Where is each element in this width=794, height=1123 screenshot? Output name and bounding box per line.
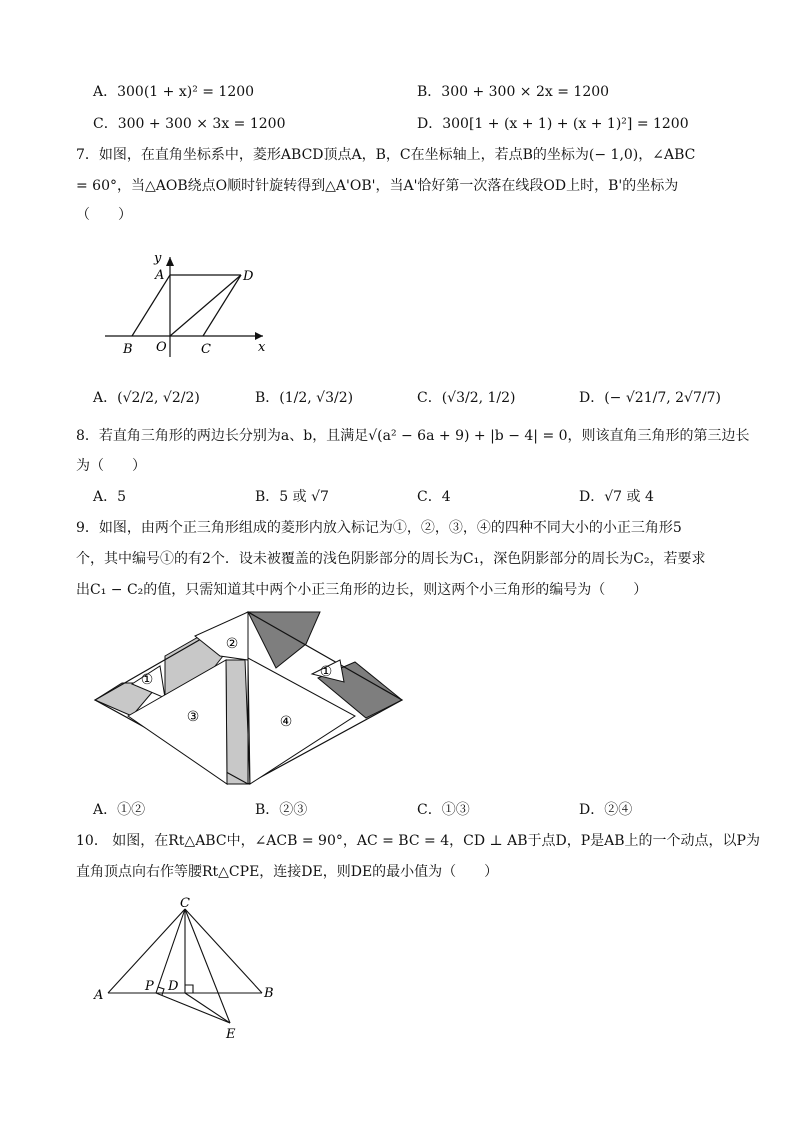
- label-d: D: [243, 269, 254, 284]
- segment-ce: [185, 909, 230, 1023]
- light-shade-middle: [226, 660, 250, 784]
- label-y: y: [154, 251, 162, 266]
- q6-option-c[interactable]: C．300 + 300 × 3x = 1200: [93, 116, 286, 132]
- label-1-left: ①: [140, 672, 154, 688]
- q10-text-line2: 直角顶点向右作等腰Rt△CPE，连接DE，则DE的最小值为（ ）: [76, 864, 499, 880]
- q7-option-a[interactable]: A．(√2/2, √2/2): [93, 390, 200, 406]
- segment-bc: [185, 909, 262, 993]
- q9-rhombus-figure: [90, 608, 410, 790]
- q9-text-line1: 9．如图，由两个正三角形组成的菱形内放入标记为①，②，③，④的四种不同大小的小正三角形5: [76, 520, 682, 536]
- segment-pe: [156, 993, 230, 1023]
- q8-option-c[interactable]: C．4: [417, 489, 451, 505]
- label-d: D: [168, 979, 179, 994]
- q7-rhombus-figure: [95, 245, 275, 365]
- q7-option-c[interactable]: C．(√3/2, 1/2): [417, 390, 516, 406]
- x-axis-arrow: [255, 332, 263, 340]
- label-b: B: [123, 342, 133, 357]
- label-4: ④: [279, 714, 293, 730]
- q7-option-d[interactable]: D．(− √21/7, 2√7/7): [579, 390, 721, 406]
- q8-option-a[interactable]: A．5: [93, 489, 127, 505]
- segment-od: [170, 275, 241, 336]
- q9-option-c[interactable]: C．①③: [417, 802, 470, 818]
- q7-option-b[interactable]: B．(1/2, √3/2): [255, 390, 354, 406]
- label-a: A: [94, 988, 104, 1003]
- side-ab: [132, 275, 170, 336]
- q7-text-line2: = 60°，当△AOB绕点O顺时针旋转得到△A'OB'，当A'恰好第一次落在线段OD上时，B'的坐标为: [76, 178, 679, 194]
- q8-option-b[interactable]: B．5 或 √7: [255, 489, 329, 505]
- q9-text-line2: 个，其中编号①的有2个．设未被覆盖的浅色阴影部分的周长为C₁，深色阴影部分的周长为C₂，若要求: [76, 551, 706, 567]
- y-axis-arrow: [166, 257, 174, 266]
- q7-text-line3: （ ）: [76, 207, 132, 223]
- q6-option-a[interactable]: A．300(1 + x)² = 1200: [93, 84, 255, 100]
- q9-option-b[interactable]: B．②③: [255, 802, 308, 818]
- q8-text-line1: 8．若直角三角形的两边长分别为a、b，且满足√(a² − 6a + 9) + |b − 4| = 0，则该直角三角形的第三边长: [76, 428, 750, 444]
- label-2: ②: [225, 636, 239, 652]
- label-x: x: [258, 340, 266, 355]
- q10-triangle-figure: [90, 895, 290, 1045]
- label-c: C: [201, 342, 211, 357]
- label-3: ③: [186, 709, 200, 725]
- label-b: B: [264, 986, 274, 1001]
- label-p: P: [145, 979, 154, 994]
- dark-shade-top: [248, 612, 320, 668]
- q8-option-d[interactable]: D．√7 或 4: [579, 489, 654, 505]
- label-o: O: [156, 340, 167, 355]
- label-c: C: [180, 896, 190, 911]
- q9-text-line3: 出C₁ − C₂的值，只需知道其中两个小正三角形的边长，则这两个小三角形的编号为（ ）: [76, 582, 648, 598]
- q9-option-a[interactable]: A．①②: [93, 802, 146, 818]
- label-1-right: ①: [319, 664, 333, 680]
- q9-option-d[interactable]: D．②④: [579, 802, 633, 818]
- q6-option-d[interactable]: D．300[1 + (x + 1) + (x + 1)²] = 1200: [417, 116, 689, 132]
- q8-text-line2: 为（ ）: [76, 458, 146, 474]
- label-a: A: [155, 268, 165, 283]
- q6-option-b[interactable]: B．300 + 300 × 2x = 1200: [417, 84, 610, 100]
- q7-text-line1: 7．如图，在直角坐标系中，菱形ABCD顶点A，B，C在坐标轴上，若点B的坐标为(− 1,0)，∠ABC: [76, 147, 696, 163]
- label-e: E: [226, 1027, 236, 1042]
- right-angle-d: [185, 985, 193, 993]
- side-dc: [203, 275, 241, 336]
- q10-text-line1: 10． 如图，在Rt△ABC中，∠ACB = 90°，AC = BC = 4，CD ⊥ AB于点D，P是AB上的一个动点，以P为: [76, 833, 760, 849]
